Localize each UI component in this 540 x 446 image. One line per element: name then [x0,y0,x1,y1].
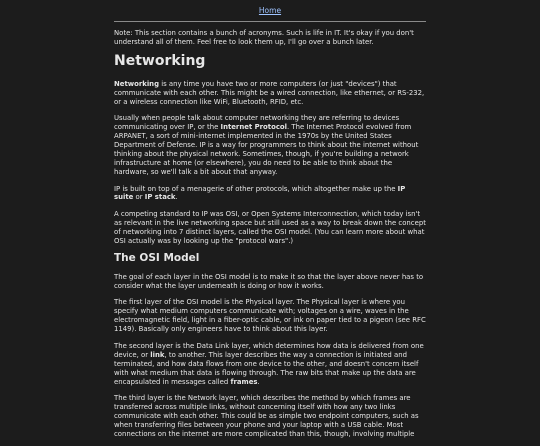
osi-intro-paragraph: A competing standard to IP was OSI, or Open Systems Interconnection, which today isn't as relevant in the live networking space but still used as a way to break down the concept of networking into 7 distinct layers, called the OSI model. (You can learn more about what OSI actually was by looking up the "protocol wars".) [114,209,426,245]
osi-title: The OSI Model [114,252,200,265]
note-paragraph: Note: This section contains a bunch of acronyms. Such is life in IT. It's okay if you don't understand all of them. Feel free to look them up, I'll go over a bunch later. [114,29,414,46]
term-link: link [150,350,165,359]
section-title: Networking [114,53,206,70]
term-ip-stack: IP stack [144,193,176,202]
term-ip-suite: IP suite [114,184,406,202]
ip-paragraph: Usually when people talk about computer networking they are referring to devices communicating over IP, or the Internet Protocol. The Internet Protocol evolved from ARPANET, a sort of mini-internet implemented in the 1970s by the United States Department of Defense. IP is a way for programmers to think about the internet without thinking about the physical network. Sometimes, though, if you're building a network infrastructure at home (or elsewhere), you do need to be able to think about the hardware, so we'll talk a bit about that anyway. [114,114,419,177]
data-link-layer-paragraph: The second layer is the Data Link layer, which determines how data is delivered from one device, or link, to another. This layer describes the way a connection is initiated and terminated, and how data flows from one device to the other, and doesn't concern itself with what medium that data is flowing through. The raw bits that make up the data are encapsulated in messages called frames. [114,341,424,386]
term-networking: Networking [114,79,160,88]
page-content [114,6,426,446]
osi-goal-paragraph: The goal of each layer in the OSI model is to make it so that the layer above never has to consider what the layer underneath is doing or how it works. [114,272,424,290]
top-nav [114,6,426,17]
term-frames: frames [230,377,258,386]
ip-suite-paragraph: IP is built on top of a menagerie of other protocols, which altogether make up the IP suite or IP stack. [114,184,406,202]
physical-layer-paragraph: The first layer of the OSI model is the Physical layer. The Physical layer is where you specify what medium computers communicate with; voltages on a wire, waves in the electromagnetic field, light in a fiber-optic cable, or ink on paper tied to a pigeon (see RFC 1149). Basically only engineers have to think about this layer. [114,298,426,334]
term-internet-protocol: Internet Protocol [220,123,287,132]
network-layer-paragraph: The third layer is the Network layer, which describes the method by which frames are transferred across multiple links, without concerning itself with how any two links communicate with each other. This could be as simple two endpoint computers, such as when transferring files between your phone and your laptop with a USB cable. Most connections on the internet are more complicated than this, though, involving multiple [114,394,419,438]
nav-divider [114,21,426,22]
home-link[interactable]: Home [258,6,282,15]
networking-paragraph: Networking is any time you have two or more computers (or just "devices") that communicate with each other. This might be a wired connection, like ethernet, or RS-232, or a wireless connection like WiFi, Bluetooth, RFID, etc. [114,79,425,106]
